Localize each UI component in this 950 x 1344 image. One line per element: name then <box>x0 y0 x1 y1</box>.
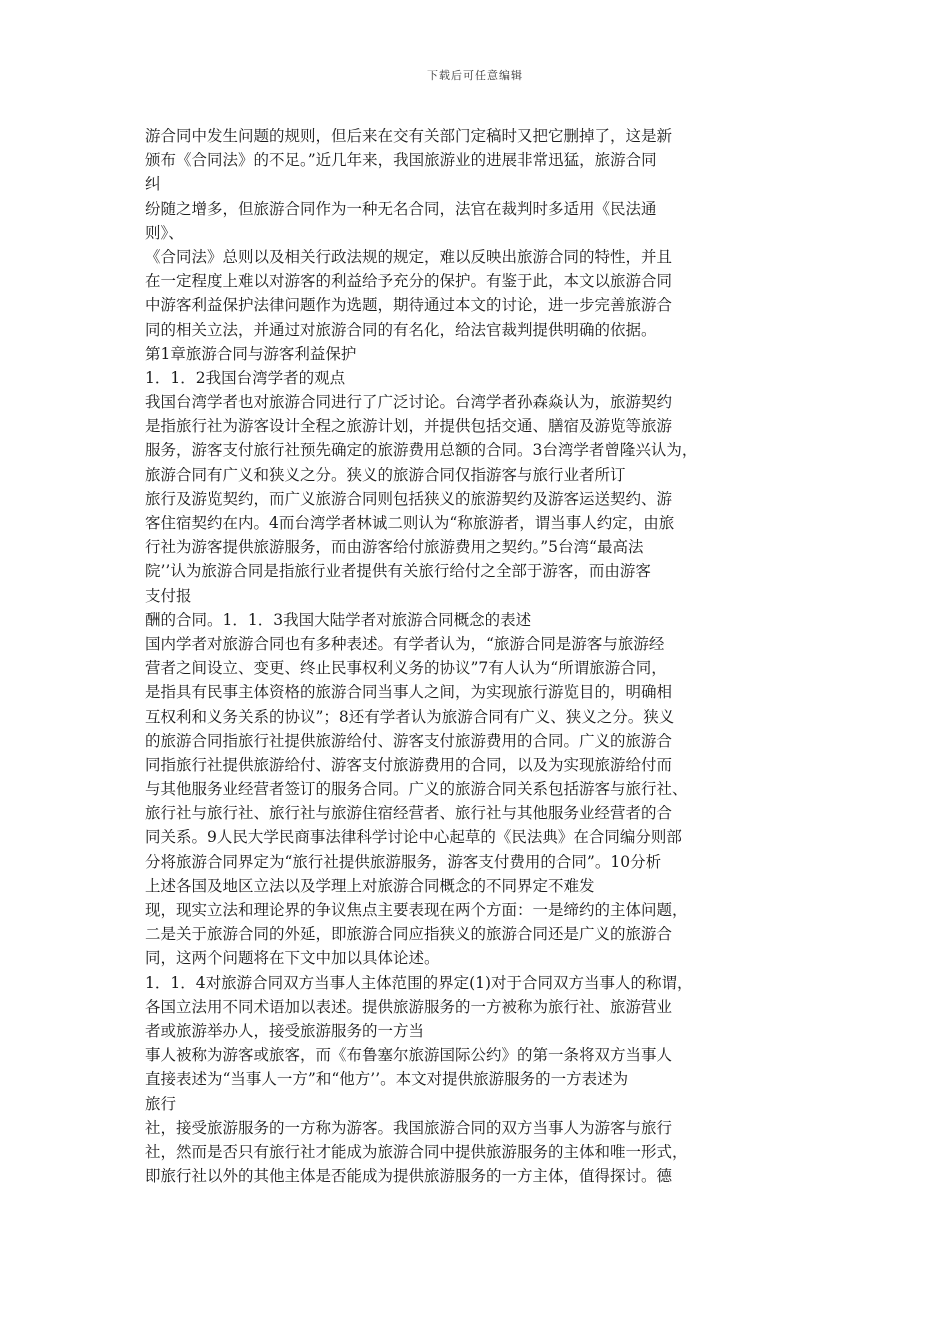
text-line: 则》、 <box>145 223 184 242</box>
text-line: 客住宿契约在内。4而台湾学者林诚二则认为“称旅游者，谓当事人约定，由旅 <box>145 514 675 532</box>
text-line: 各国立法用不同术语加以表述。提供旅游服务的一方被称为旅行社、旅游营业 <box>145 997 673 1016</box>
text-line: 直接表述为“当事人一方”和“他方’’。本文对提供旅游服务的一方表述为 <box>145 1070 629 1089</box>
text-line: 第1章旅游合同与游客利益保护 <box>145 344 357 363</box>
text-line: 中游客利益保护法律问题作为选题，期待通过本文的讨论，进一步完善旅游合 <box>145 296 673 315</box>
text-line: 行社为游客提供旅游服务，而由游客给付旅游费用之契约。”5台湾“最高法 <box>145 538 644 557</box>
text-line: 现，现实立法和理论界的争议焦点主要表现在两个方面：一是缔约的主体问题， <box>145 901 688 919</box>
text-line: 同关系。9人民大学民商事法律科学讨论中心起草的《民法典》在合同编分则部 <box>145 828 682 847</box>
text-line: 分将旅游合同界定为“旅行社提供旅游服务，游客支付费用的合同”。10分析 <box>145 852 662 871</box>
text-line: 是指旅行社为游客设计全程之旅游计划，并提供包括交通、膳宿及游览等旅游 <box>145 417 673 436</box>
text-line: 1．1．4对旅游合同双方当事人主体范围的界定(1)对于合同双方当事人的称谓， <box>145 973 693 992</box>
text-line: 纷随之增多，但旅游合同作为一种无名合同，法官在裁判时多适用《民法通 <box>145 199 657 218</box>
text-line: 《合同法》总则以及相关行政法规的规定，难以反映出旅游合同的特性，并且 <box>145 247 673 266</box>
text-line: 旅行社与旅行社、旅行社与旅游住宿经营者、旅行社与其他服务业经营者的合 <box>145 804 673 823</box>
text-line: 的旅游合同指旅行社提供旅游给付、游客支付旅游费用的合同。广义的旅游合 <box>145 731 673 750</box>
text-line: 纠 <box>145 175 161 194</box>
text-line: 二是关于旅游合同的外延，即旅游合同应指狭义的旅游合同还是广义的旅游合 <box>145 925 673 944</box>
text-line: 游合同中发生问题的规则，但后来在交有关部门定稿时又把它删掉了，这是新 <box>145 127 673 145</box>
text-line: 旅游合同有广义和狭义之分。狭义的旅游合同仅指游客与旅行业者所订 <box>145 465 626 484</box>
text-line: 同，这两个问题将在下文中加以具体论述。 <box>145 949 440 968</box>
text-line: 与其他服务业经营者签订的服务合同。广义的旅游合同关系包括游客与旅行社、 <box>145 780 688 799</box>
text-line: 互权利和义务关系的协议”；8还有学者认为旅游合同有广义、狭义之分。狭义 <box>145 707 675 726</box>
page-header-note: 下载后可任意编辑 <box>427 69 523 82</box>
text-line: 同指旅行社提供旅游给付、游客支付旅游费用的合同，以及为实现旅游给付而 <box>145 755 673 774</box>
text-line: 服务，游客支付旅行社预先确定的旅游费用总额的合同。3台湾学者曾隆兴认为， <box>145 441 698 460</box>
text-line: 是指具有民事主体资格的旅游合同当事人之间，为实现旅行游览目的，明确相 <box>145 683 673 702</box>
text-line: 同的相关立法，并通过对旅游合同的有名化，给法官裁判提供明确的依据。 <box>145 320 657 339</box>
text-line: 旅行及游览契约，而广义旅游合同则包括狭义的旅游契约及游客运送契约、游 <box>145 489 673 508</box>
text-line: 社，然而是否只有旅行社才能成为旅游合同中提供旅游服务的主体和唯一形式， <box>145 1142 688 1161</box>
text-line: 社，接受旅游服务的一方称为游客。我国旅游合同的双方当事人为游客与旅行 <box>145 1118 673 1137</box>
text-line: 上述各国及地区立法以及学理上对旅游合同概念的不同界定不难发 <box>145 876 595 895</box>
text-line: 营者之间设立、变更、终止民事权利义务的协议”7有人认为“所谓旅游合同， <box>145 659 667 678</box>
text-line: 我国台湾学者也对旅游合同进行了广泛讨论。台湾学者孙森焱认为，旅游契约 <box>145 393 673 412</box>
text-line: 颁布《合同法》的不足。”近几年来，我国旅游业的进展非常迅猛，旅游合同 <box>145 151 657 170</box>
text-line: 1．1．2我国台湾学者的观点 <box>145 368 346 387</box>
text-line: 院’’认为旅游合同是指旅行业者提供有关旅行给付之全部于游客，而由游客 <box>145 562 651 581</box>
text-line: 在一定程度上难以对游客的利益给予充分的保护。有鉴于此，本文以旅游合同 <box>145 272 673 291</box>
text-line: 酬的合同。1．1．3我国大陆学者对旅游合同概念的表述 <box>145 610 532 629</box>
text-line: 者或旅游举办人，接受旅游服务的一方当 <box>145 1021 425 1040</box>
text-line: 事人被称为游客或旅客，而《布鲁塞尔旅游国际公约》的第一条将双方当事人 <box>145 1046 673 1065</box>
document-body <box>145 124 815 1188</box>
text-line: 支付报 <box>145 586 192 605</box>
text-line: 国内学者对旅游合同也有多种表述。有学者认为，“旅游合同是游客与旅游经 <box>145 634 665 653</box>
text-line: 即旅行社以外的其他主体是否能成为提供旅游服务的一方主体，值得探讨。德 <box>145 1167 673 1186</box>
text-line: 旅行 <box>145 1094 177 1113</box>
